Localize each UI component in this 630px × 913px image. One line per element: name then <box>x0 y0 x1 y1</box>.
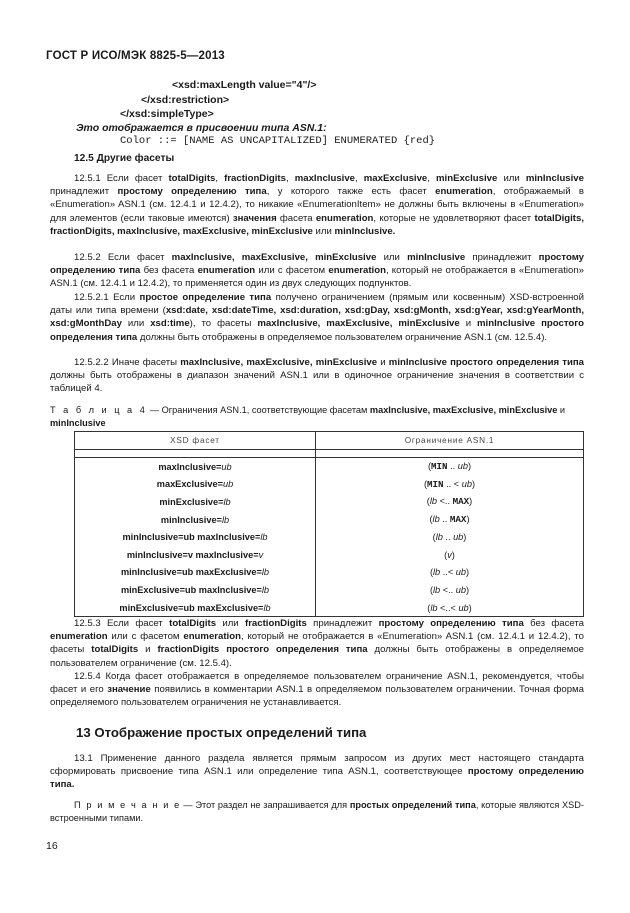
table-cell-facet: minExclusive=ub maxExclusive=lb <box>75 599 316 617</box>
paragraph-13-1: 13.1 Применение данного раздела является прямым запросом из других мест настоящего стандарта сформировать присвоение типа ASN.1 или определение типа ASN.1, соответствующее простому определению типа. <box>50 753 585 791</box>
table-cell-constraint: (v) <box>316 546 584 564</box>
table-cell-constraint: (lb ..< ub) <box>316 564 584 582</box>
code-line-simpletype: </xsd:simpleType> <box>120 108 214 120</box>
table-row <box>75 493 584 511</box>
section-12-5-title: 12.5 Другие фасеты <box>74 153 175 164</box>
table-cell-facet: minInclusive=lb <box>75 511 316 529</box>
code-caption: Это отображается в присвоении типа ASN.1: <box>76 122 327 134</box>
table-caption: Т а б л и ц а 4 — Ограничения ASN.1, соответствующие фасетам maxInclusive, maxExclusive, minExclusive и minInclusive <box>50 405 566 428</box>
document-header: ГОСТ Р ИСО/МЭК 8825-5—2013 <box>46 50 225 62</box>
paragraph-12-5-3: 12.5.3 Если фасет totalDigits или fractionDigits принадлежит простому определению типа без фасета enumeration или с фасетом enumeration, который не отображается в «Enumeration» ASN.1 (см. 12.4.1 и 12.4.2), то фасеты totalDigits и fractionDigits простого определения типа должны быть отображены в определяемое пользователем ограничение (см. 12.5.4). <box>50 618 584 669</box>
table-row <box>75 564 584 582</box>
code-line-maxlength: <xsd:maxLength value="4"/> <box>172 79 317 91</box>
table-cell-facet: minInclusive=ub maxInclusive=lb <box>75 528 316 546</box>
asn-code-line: Color ::= [NAME AS UNCAPITALIZED] ENUMERATED {red} <box>120 135 436 147</box>
facet-constraints-table <box>74 431 584 617</box>
table-row <box>75 581 584 599</box>
table-row <box>75 458 584 476</box>
table-cell-constraint: (lb <..< ub) <box>316 599 584 617</box>
table-row <box>75 599 584 617</box>
table-cell-facet: maxExclusive=ub <box>75 476 316 494</box>
table-cell-facet: minExclusive=ub maxInclusive=lb <box>75 581 316 599</box>
table-header-asn-constraint: Ограничение ASN.1 <box>316 432 584 450</box>
code-line-restriction: </xsd:restriction> <box>141 94 230 106</box>
table-row <box>75 528 584 546</box>
paragraph-12-5-4: 12.5.4 Когда фасет отображается в определяемое пользователем ограничение ASN.1, рекомендуется, чтобы фасет и его значение появились в комментарии ASN.1 в определяемом пользователем ограничении. Точная форма определяемого пользователем ограничения не устанавливается. <box>50 671 584 709</box>
section-13-title: 13 Отображение простых определений типа <box>76 725 367 740</box>
table-cell-facet: minInclusive=ub maxExclusive=lb <box>75 564 316 582</box>
table-cell-constraint: (MIN .. < ub) <box>316 476 584 494</box>
table-header-row <box>75 432 584 450</box>
table-row <box>75 511 584 529</box>
page-number: 16 <box>46 840 58 852</box>
table-cell-constraint: (lb .. ub) <box>316 528 584 546</box>
table-cell-facet: maxInclusive=ub <box>75 458 316 476</box>
table-cell-constraint: (MIN .. ub) <box>316 458 584 476</box>
table-cell-facet: minInclusive=v maxInclusive=v <box>75 546 316 564</box>
table-cell-constraint: (lb <.. MAX) <box>316 493 584 511</box>
paragraph-12-5-2-2: 12.5.2.2 Иначе фасеты maxInclusive, maxExclusive, minExclusive и minInclusive простого определения типа должны быть отображены в диапазон значений ASN.1 или в одиночное ограничение значения в соответствии с таблицей 4. <box>50 357 584 395</box>
table-header-xsd-facet: XSD фасет <box>75 432 316 450</box>
paragraph-12-5-1: 12.5.1 Если фасет totalDigits, fractionDigits, maxInclusive, maxExclusive, minExclusive или minInclusive принадлежит простому определению типа, у которого также есть фасет enumeration, отображаемый в «Enumeration» ASN.1 (см. 12.4.1 и 12.4.2), то никакие «EnumerationItem» не должны быть включены в «Enumeration» для элементов (если таковые имеются) значения фасета enumeration, которые не удовлетворяют фасет totalDigits, fractionDigits, maxInclusive, maxExclusive, minExclusive или minInclusive. <box>50 173 585 237</box>
table-cell-constraint: (lb .. MAX) <box>316 511 584 529</box>
table-cell-facet: minExclusive=lb <box>75 493 316 511</box>
table-row <box>75 476 584 494</box>
paragraph-12-5-2: 12.5.2 Если фасет maxInclusive, maxExclusive, minExclusive или minInclusive принадлежит простому определению типа без фасета enumeration или с фасетом enumeration, который не отображается в «Enumeration» ASN.1 (см. 12.4.1 и 12.4.2), то применяется один из двух следующих подпунктов. <box>50 252 585 290</box>
paragraph-12-5-2-1: 12.5.2.1 Если простое определение типа получено ограничением (прямым или косвенным) XSD-встроенной даты или типа времени (xsd:date, xsd:dateTime, xsd:duration, xsd:gDay, xsd:gMonth, xsd:gYear, xsd:gYearMonth, xsd:gMonthDay или xsd:time), то фасеты maxInclusive, maxExclusive, minExclusive и minInclusive простого определения типа должны быть отображены в определяемое пользователем ограничение ASN.1 (см. 12.5.4). <box>50 292 585 343</box>
note-paragraph: П р и м е ч а н и е — Этот раздел не запрашивается для простых определений типа, которые являются XSD-встроенными типами. <box>50 800 584 824</box>
table-cell-constraint: (lb <.. ub) <box>316 581 584 599</box>
table-row <box>75 546 584 564</box>
